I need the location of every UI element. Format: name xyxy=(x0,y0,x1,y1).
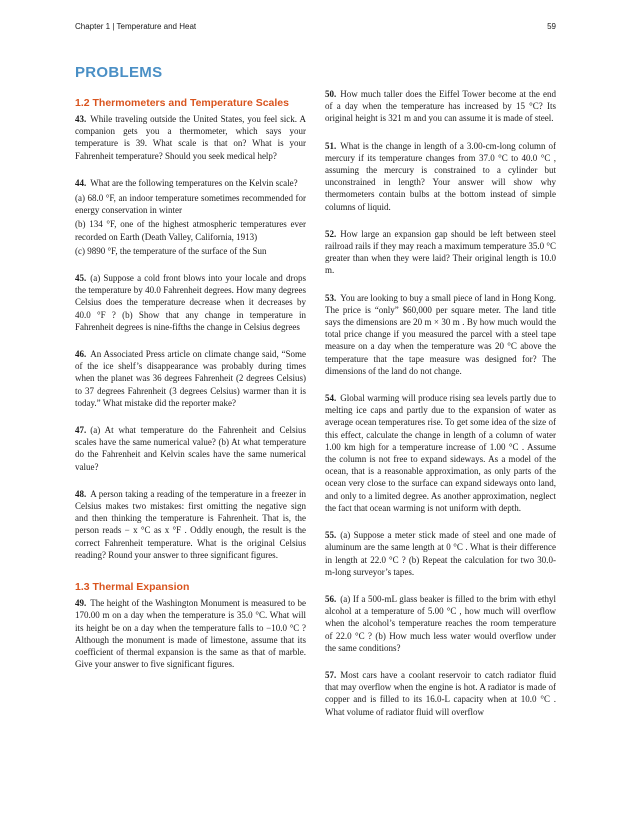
problem-text: What is the change in length of a 3.00-cm-long column of mercury if its temperature changes from 37.0 °C to 40.0 °C , assuming the mercury is constrained to a cylinder but unconstrained in length? Your answer will show why thermometers contain bulbs at the bottom instead of simple columns of liquid. xyxy=(325,140,556,212)
problem-number: 50. xyxy=(325,89,337,99)
problem-text: A person taking a reading of the temperature in a freezer in Celsius makes two mistakes: first omitting the negative sign and then thinking the temperature is Fahrenheit. That is, the person reads − x °C as x °F . Oddly enough, the result is the correct Fahrenheit temperature. What is the original Celsius reading? Round your answer to three significant figures. xyxy=(75,488,306,560)
problem-55 xyxy=(325,529,556,578)
problem-46 xyxy=(75,348,306,409)
problem-54 xyxy=(325,392,556,514)
page-number: 59 xyxy=(547,22,556,31)
problem-text: An Associated Press article on climate change said, “Some of the ice shelf’s disappearance was probably during times when the planet was 36 degrees Fahrenheit (2 degrees Celsius) to 37 degrees Fahrenheit (3 degrees Celsius) warmer than it is today.” What mistake did the reporter make? xyxy=(75,349,306,408)
problem-text: (a) At what temperature do the Fahrenheit and Celsius scales have the same numerical value? (b) At what temperature do the Fahrenheit and Kelvin scales have the same numerical value? xyxy=(75,425,306,472)
problem-text: You are looking to buy a small piece of land in Hong Kong. The price is “only” $60,000 per square meter. The land title says the dimensions are 20 m × 30 m . By how much would the total price change if you measured the parcel with a steel tape measure on a day when the temperature was 20 °C above the temperature that the tape measure was designed for? The dimensions of the land do not change. xyxy=(325,292,556,376)
right-column xyxy=(325,88,556,718)
problem-text: (a) If a 500-mL glass beaker is filled to the brim with ethyl alcohol at a temperature of 5.00 °C , how much will overflow when the alcohol’s temperature reaches the room temperature of 22.0 °C ? (b) How much less water would overflow under the same conditions? xyxy=(325,593,556,653)
problem-45 xyxy=(75,272,306,333)
page-title: PROBLEMS xyxy=(75,64,163,81)
problem-48 xyxy=(75,488,306,561)
problem-52 xyxy=(325,228,556,277)
problem-number: 52. xyxy=(325,228,337,239)
problem-43 xyxy=(75,113,306,162)
problem-text: What are the following temperatures on the Kelvin scale? xyxy=(90,177,298,188)
problem-text: (a) Suppose a meter stick made of steel and one made of aluminum are the same length at 0 °C . What is their difference in length at 22.0 °C ? (b) Repeat the calculation for two 30.0-m-long surveyor’s tapes. xyxy=(325,530,556,577)
left-column xyxy=(75,97,306,685)
problem-44-part-b: (b) 134 °F, one of the highest atmospheric temperatures ever recorded on Earth (Death Valley, California, 1913) xyxy=(75,219,306,242)
problem-number: 53. xyxy=(325,292,337,303)
problem-47 xyxy=(75,424,306,473)
chapter-label: Chapter 1 | Temperature and Heat xyxy=(75,22,197,31)
page-header xyxy=(75,22,556,36)
problem-text: Global warming will produce rising sea levels partly due to melting ice caps and partly due to the expansion of water as average ocean temperatures rise. To get some idea of the size of this effect, calculate the change in length of a column of water 1.00 km high for a temperature increase of 1.00 °C . Assume the column is not free to expand sideways. As a model of the ocean, that is a reasonable approximation, as only parts of the ocean very close to the surface can expand sideways onto land, and only to a limited degree. As another approximation, neglect the fact that ocean warming is not uniform with depth. xyxy=(325,393,556,513)
problem-text: Most cars have a coolant reservoir to catch radiator fluid that may overflow when the engine is hot. A radiator is made of copper and is filled to its 16.0-L capacity when at 10.0 °C . What volume of radiator fluid will overflow xyxy=(325,669,556,717)
problem-53 xyxy=(325,292,556,377)
problem-text: How much taller does the Eiffel Tower become at the end of a day when the temperature has increased by 15 °C? Its original height is 321 m and you can assume it is made of steel. xyxy=(325,89,556,124)
problem-44-part-c: (c) 9890 °F, the temperature of the surface of the Sun xyxy=(75,245,267,256)
section-heading-thermal-expansion: 1.3 Thermal Expansion xyxy=(75,581,190,594)
problem-number: 47. xyxy=(75,425,87,436)
problem-number: 57. xyxy=(325,669,337,680)
problem-57 xyxy=(325,669,556,718)
problem-number: 55. xyxy=(325,530,337,541)
problem-number: 45. xyxy=(75,273,87,284)
problem-number: 44. xyxy=(75,177,87,188)
problem-number: 49. xyxy=(75,598,87,609)
problem-number: 51. xyxy=(325,140,337,151)
problem-number: 56. xyxy=(325,593,337,604)
problem-text: (a) Suppose a cold front blows into your locale and drops the temperature by 40.0 Fahrenheit degrees. How many degrees Celsius does the temperature decrease when it decreases by 40.0 °F ? (b) Show that any change in temperature in Fahrenheit degrees is nine-fifths the change in Celsius degrees xyxy=(75,273,306,332)
problem-49 xyxy=(75,597,306,670)
problem-number: 43. xyxy=(75,114,87,124)
problem-number: 46. xyxy=(75,349,87,360)
section-heading-thermometers: 1.2 Thermometers and Temperature Scales xyxy=(75,97,289,109)
problem-44-part-a: (a) 68.0 °F, an indoor temperature sometimes recommended for energy conservation in winter xyxy=(75,193,306,216)
problem-50 xyxy=(325,88,556,125)
problem-56 xyxy=(325,593,556,654)
problem-51 xyxy=(325,140,556,213)
problem-text: The height of the Washington Monument is measured to be 170.00 m on a day when the temperature is 35.0 °C. What will its height be on a day when the temperature falls to −10.0 °C ? Although the monument is made of limestone, assume that its coefficient of thermal expansion is the same as that of marble. Give your answer to five significant figures. xyxy=(75,598,306,670)
problem-44 xyxy=(75,177,306,189)
problem-number: 54. xyxy=(325,393,337,404)
problem-number: 48. xyxy=(75,488,87,499)
problem-text: How large an expansion gap should be left between steel railroad rails if they may reach a maximum temperature 35.0 °C greater than when they were laid? Their original length is 10.0 m. xyxy=(325,228,556,276)
problem-text: While traveling outside the United States, you feel sick. A companion gets you a thermometer, which says your temperature is 39. What scale is that on? What is your Fahrenheit temperature? Should you seek medical help? xyxy=(75,114,306,161)
